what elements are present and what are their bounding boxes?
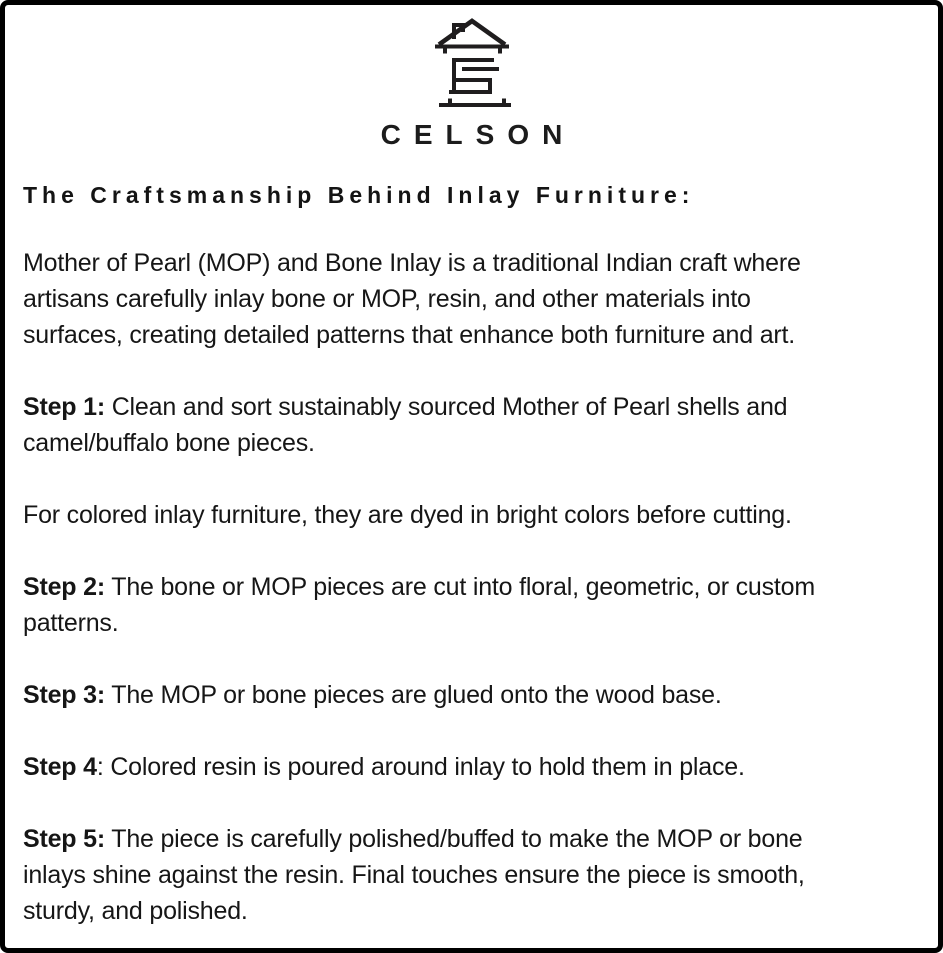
text-line: Step 1: Clean and sort sustainably sourced Mother of Pearl shells and bbox=[23, 393, 788, 421]
paragraph bbox=[23, 821, 922, 929]
text-line: artisans carefully inlay bone or MOP, resin, and other materials into bbox=[23, 285, 751, 313]
paragraph bbox=[23, 569, 922, 641]
text-line: Step 5: The piece is carefully polished/buffed to make the MOP or bone bbox=[23, 825, 803, 853]
text-line: Step 4: Colored resin is poured around inlay to hold them in place. bbox=[23, 753, 745, 781]
article-body bbox=[21, 245, 922, 929]
house-with-s-monogram-icon bbox=[432, 13, 512, 109]
text-line: inlays shine against the resin. Final touches ensure the piece is smooth, bbox=[23, 861, 805, 889]
step-label: Step 2: bbox=[23, 573, 105, 601]
text-line: camel/buffalo bone pieces. bbox=[23, 429, 315, 457]
step-label: Step 4 bbox=[23, 753, 97, 781]
text-line: sturdy, and polished. bbox=[23, 897, 248, 925]
text-line: Step 3: The MOP or bone pieces are glued onto the wood base. bbox=[23, 681, 722, 709]
step-label: Step 1: bbox=[23, 393, 105, 421]
paragraph bbox=[23, 497, 922, 533]
text-line: patterns. bbox=[23, 609, 119, 637]
step-label: Step 3: bbox=[23, 681, 105, 709]
text-line: Mother of Pearl (MOP) and Bone Inlay is a traditional Indian craft where bbox=[23, 249, 801, 277]
paragraph bbox=[23, 677, 922, 713]
paragraph bbox=[23, 245, 922, 353]
paragraph bbox=[23, 389, 922, 461]
text-line: surfaces, creating detailed patterns that enhance both furniture and art. bbox=[23, 321, 796, 349]
paragraph bbox=[23, 749, 922, 785]
brand-wordmark: CELSON bbox=[380, 119, 576, 150]
brand-logo-block bbox=[21, 13, 922, 151]
roof-line bbox=[439, 21, 505, 45]
section-heading: The Craftsmanship Behind Inlay Furniture: bbox=[23, 182, 695, 208]
step-label: Step 5: bbox=[23, 825, 105, 853]
text-line: For colored inlay furniture, they are dyed in bright colors before cutting. bbox=[23, 501, 792, 529]
text-line: Step 2: The bone or MOP pieces are cut into floral, geometric, or custom bbox=[23, 573, 815, 601]
